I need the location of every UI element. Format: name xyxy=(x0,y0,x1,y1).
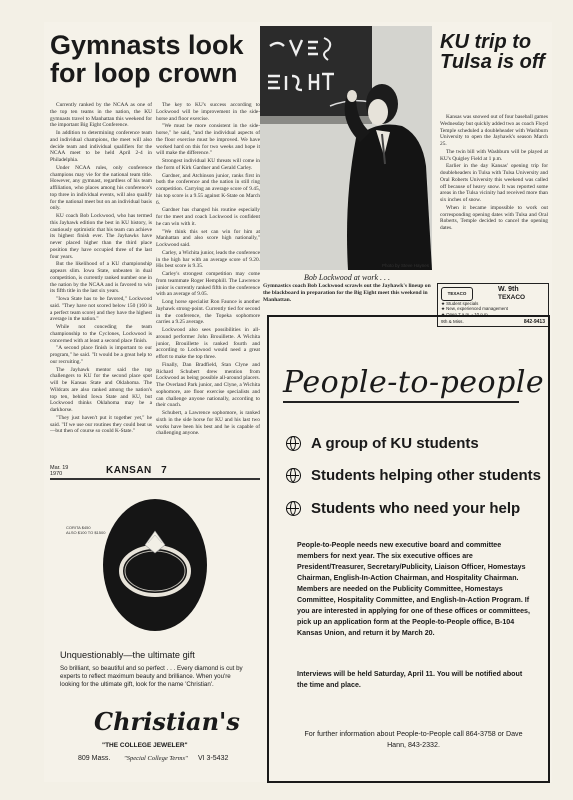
ptp-line-2 xyxy=(286,467,541,484)
gymnasts-headline: Gymnasts look for loop crown xyxy=(50,30,244,88)
footer-paper xyxy=(106,465,167,476)
blackboard-photo-image xyxy=(260,26,432,270)
ptp-interviews: Interviews will be held Saturday, April 11. You will be notified about the time and place. xyxy=(297,670,523,689)
gymnasts-paragraph: KU coach Bob Lockwood, who has termed this Jayhawk edition the best in KU history, is cautiously optimistic that his team can achieve its highest finish ever. The Jayhawks have never placed higher than the third place position they have occupied three of the last four years. xyxy=(50,213,152,260)
texaco-bullet: ★ New, experienced management xyxy=(441,306,508,312)
photo-caption: Gymnastics coach Bob Lockwood scrawls out the Jayhawk's lineup on the blackboard in preparation for the Big Eight meet this weekend in Manhattan. xyxy=(263,283,431,303)
gymnasts-paragraph: In addition to determining conference team and individual champions, the meet will also decide team and individual qualifiers for the NCAA meet to be held April 2-4 in Philadelphia. xyxy=(50,130,152,163)
ring-illustration xyxy=(50,485,260,645)
gymnasts-paragraph: Schubert, a Lawrence sophomore, is ranked sixth in the side horse for KU and his last two works have been his best and he is capable of challenging anyone. xyxy=(156,410,260,437)
footer-date xyxy=(50,465,68,477)
jewel-headline: Unquestionably—the ultimate gift xyxy=(60,650,195,660)
ptp-line-1 xyxy=(286,435,479,452)
gymnasts-paragraph: Gardner, and Atchinson junior, ranks first in both the conference and the nation in still ring competition. Carrying an average score of 9.45, his top score is a 9.55 against K-State on March 6. xyxy=(156,172,260,206)
ptp-title-underline xyxy=(283,401,519,403)
photo-caption-title: Bob Lockwood at work . . . xyxy=(304,273,390,282)
jewel-motto: "Special College Terms" xyxy=(124,755,188,762)
gymnasts-column-1 xyxy=(50,102,152,440)
gymnasts-paragraph: Gardner has changed his routine especially for the meet and coach Lockwood is confident he can win with it. xyxy=(156,207,260,227)
ptp-line-3 xyxy=(286,500,520,517)
texaco-street: 9th & Miss. xyxy=(441,319,464,324)
gymnasts-paragraph: But the likelihood of a KU championship appears slim. Iowa State, unbeaten in dual competition, is currently ranked number one in the nation by the NCAA and is favored to win its fifth title in the last six years. xyxy=(50,261,152,295)
jewel-body: So brilliant, so beautiful and so perfect . . . Every diamond is cut by experts to reflect maximum beauty and brilliance. When you're looking for the ultimate gift, look for the name 'Christian'. xyxy=(60,665,243,689)
footer-date-year: 1970 xyxy=(50,471,63,478)
gymnasts-paragraph: "A second place finish is important to our program," he said. "It would be a great help to our recruiting." xyxy=(50,345,152,365)
gymnasts-paragraph: "We think this set can win for him at Manhattan and also score high nationally," Lockwood said. xyxy=(156,228,260,248)
ptp-body: People-to-People needs new executive board and committee members for next year. The six executive offices are President/Treasurer, Secretary/Publicity, Liaison Officer, Homestays Chairman, English-In-Action Chairman, and Hospitality Chairman. Members are needed on the Publicity Committee, Homestays Committee, Hospitality Committee, and English-In-Action Program. If you are interested in applying for one of these offices or committees, pick up an application form at the People-to-People office, B-104 Kansas Union, and return it by March 20. xyxy=(297,541,530,637)
gymnasts-paragraph: Lockwood also sees possibilities in all-around performer John Brouillette. A Wichita junior, Brouillette is ranked fourth and according to Lockwood would need a great effort to make the top three. xyxy=(156,327,260,360)
ptp-contact: For further information about People-to-People call 864-3758 or Dave Hann, 843-2332. xyxy=(304,730,523,749)
ring-tag-1: CORITA $450 xyxy=(66,525,91,530)
gymnasts-paragraph: Finally, Dan Bradfield, Stan Clyne and Richard Schubert drew mention from Lockwood as being possible all-around placers. The Overland Park junior, and Clyne, a Wichita sophomore, are floor exercise specialists and can challenge anyone nationally, according to their coach. xyxy=(156,361,260,409)
texaco-logo xyxy=(441,287,473,301)
ptp-line-3-text: Students who need your help xyxy=(311,500,521,517)
tulsa-paragraph: The twin bill with Washburn will be played at KU's Quigley Field at 1 p.m. xyxy=(440,148,548,162)
ring-tag-2: ALSO $100 TO $1500 xyxy=(66,530,106,535)
christians-ad xyxy=(50,485,260,783)
tulsa-paragraph: Earlier in the day Kansas' opening trip for doubleheaders in Tulsa with Tulsa University and Oral Roberts University this weekend was called off because of heavy snow. It was reported some areas in the Tulsa vicinity had received more than six inches of snow. xyxy=(440,163,548,203)
gymnasts-paragraph: "Iowa State has to be favored," Lockwood said. "They have not scored below 150 (160 is a perfect team score) and they have the highest average in the nation." xyxy=(50,296,152,323)
people-to-people-ad xyxy=(267,315,550,783)
gymnasts-paragraph: Currently ranked by the NCAA as one of the top ten teams in the nation, the KU gymnasts travel to Manhattan this weekend for the important Big Eight Conference. xyxy=(50,102,152,129)
lockwood-photo xyxy=(260,26,432,270)
texaco-bullet: ★ Open 7 a.m. - 10 p.m. xyxy=(441,311,489,317)
tulsa-headline: KU trip to Tulsa is off xyxy=(440,31,545,74)
jewel-phone: VI 3-5432 xyxy=(198,755,229,762)
footer-page-number: 7 xyxy=(161,465,168,476)
jewel-slogan: "THE COLLEGE JEWELER" xyxy=(102,742,188,749)
gymnasts-paragraph: "They just haven't put it together yet," he said. "If we use our routines they could beat us—but then of course so could K-State." xyxy=(50,414,152,435)
christians-logo: Christian's xyxy=(94,707,240,736)
gymnasts-paragraph: Carley's strongest competition may come from teammate Roger Hemphill. The Lawrence junior is currently ranked fifth in the conference with an average of 9.05. xyxy=(156,271,260,298)
texaco-logo-text: TEXACO xyxy=(447,291,467,296)
jewel-address: 809 Mass. xyxy=(78,755,111,762)
gymnasts-paragraph: The Jayhawk mentor said the top challengers to KU for the second place spot will be Kansas State and Oklahoma. The Wildcats are also ranked among the nation's top ten, behind Iowa State and KU, but Lockwood thinks Oklahoma may be a darkhorse. xyxy=(50,366,152,413)
globe-icon xyxy=(286,436,301,451)
gymnasts-paragraph: "We must be more consistent in the side-horse," he said, "and the individual aspects of the floor exercise must be improved. We have worked hard on this for two weeks and hope it will make the difference." xyxy=(156,123,260,157)
footer-paper-name: KANSAN xyxy=(106,465,152,476)
ptp-line-1-text: A group of KU students xyxy=(311,435,479,452)
footer-rule xyxy=(50,478,260,480)
ptp-title: People-to-people xyxy=(283,365,545,400)
globe-icon xyxy=(286,501,301,516)
texaco-phone: 842-9413 xyxy=(523,319,545,325)
gymnasts-paragraph: The key to KU's success according to Lockwood will be improvement in the side-horse and floor exercise. xyxy=(156,102,260,122)
footer-date-day: Mar. 19 xyxy=(50,465,69,471)
texaco-bullet: ★ Student specials xyxy=(441,301,479,306)
gymnasts-paragraph: Carley, a Wichita junior, leads the conference in the high bar with an average score of 9.20. His best score is 9.35. xyxy=(156,249,260,270)
gymnasts-paragraph: Under NCAA rules, only conference champions may vie for the national team title. However, any gymnast, regardless of his team affiliation, who places among his conference's top three in individual events, will also qualify for the national meet but on an individual basis only. xyxy=(50,164,152,212)
tulsa-article-body xyxy=(440,114,548,294)
texaco-address: W. 9th xyxy=(498,286,519,293)
newspaper-page xyxy=(44,22,552,782)
gymnasts-paragraph: Long horse specialist Ron Faunce is another Jayhawk strong-point. Currently tied for second in the conference, the Topeka sophomore carries a 9.25 average. xyxy=(156,299,260,326)
gymnasts-paragraph: Strongest individual KU threats will come in the form of Kirk Gardner and Gerald Carley. xyxy=(156,158,260,171)
gymnasts-column-2 xyxy=(156,102,260,462)
ptp-line-2-text: Students helping other students xyxy=(311,467,542,484)
texaco-brand: TEXACO xyxy=(498,294,526,301)
gymnasts-paragraph: While not conceding the team championship to the Cyclones, Lockwood is concerned with at least a second place finish. xyxy=(50,324,152,344)
tulsa-paragraph: Kansas was snowed out of four baseball games Wednesday but quickly added two as coach Floyd Temple scheduled a doubleheader with Washburn University to open the Jayhawk's season March 25. xyxy=(440,114,548,147)
globe-icon xyxy=(286,468,301,483)
tulsa-paragraph: When it became impossible to work out corresponding opening dates with Tulsa and Oral Roberts, Temple decided to cancel the opening dates. xyxy=(440,204,548,231)
photo-credit: Photo by Steve Haynes xyxy=(381,263,429,268)
